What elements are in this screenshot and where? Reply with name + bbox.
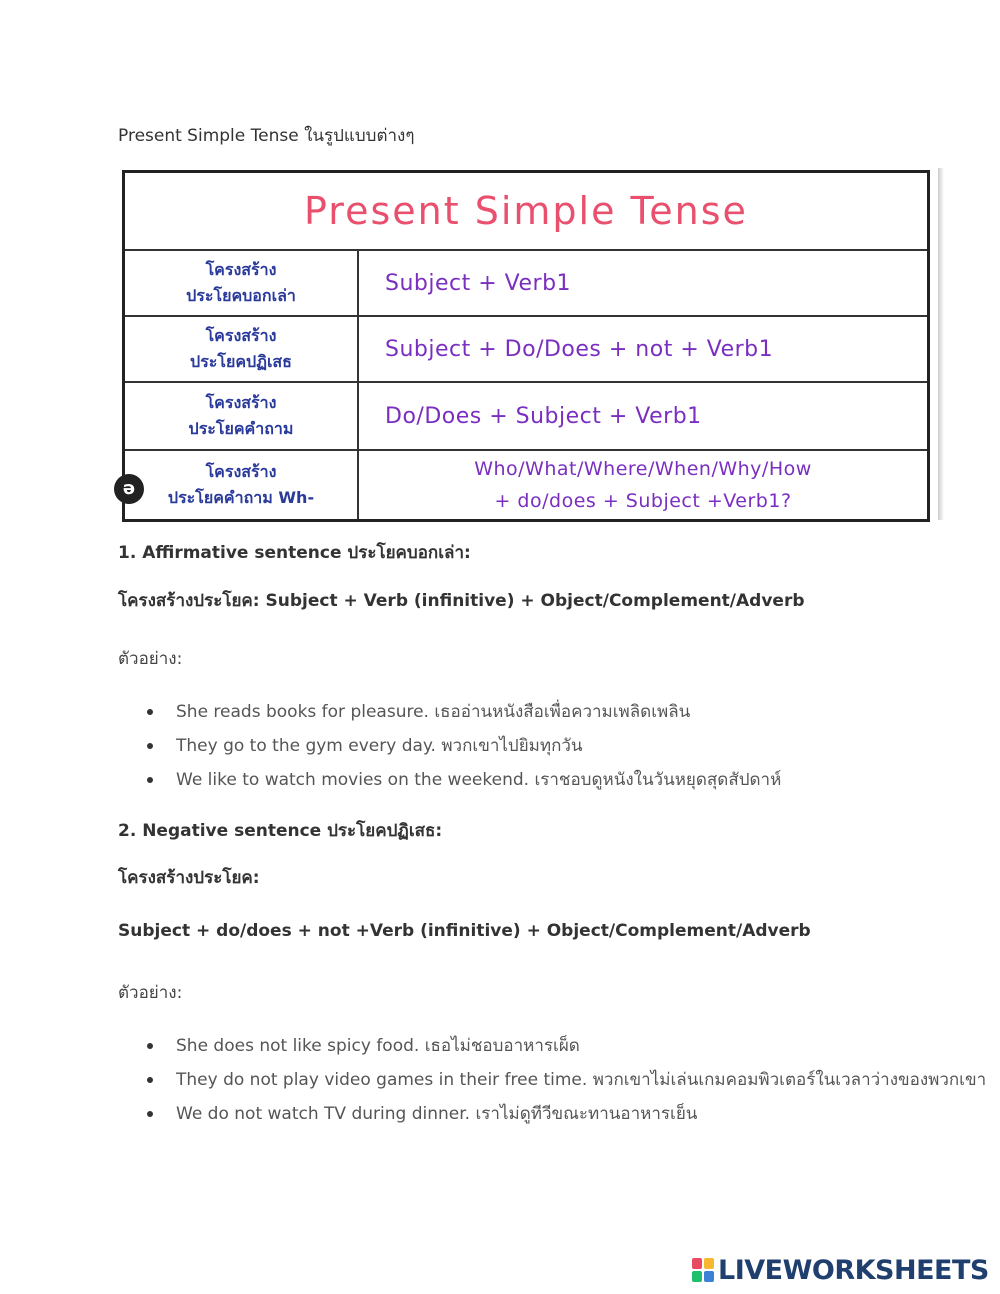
formula-question: Do/Does + Subject + Verb1 (358, 382, 929, 450)
section2-example-list (118, 1029, 986, 1131)
example-text: We do not watch TV during dinner. เราไม่ดูทีวีขณะทานอาหารเย็น (176, 1104, 698, 1124)
section1-example-list (118, 695, 781, 797)
label-line: โครงสร้าง (205, 326, 277, 345)
table-title: Present Simple Tense (124, 172, 929, 251)
logo-square (692, 1258, 702, 1269)
tense-table-image (118, 168, 938, 520)
label-line: ประโยคปฏิเสธ (190, 352, 292, 371)
example-text: They do not play video games in their free time. พวกเขาไม่เล่นเกมคอมพิวเตอร์ในเวลาว่างของพวกเขา (176, 1070, 987, 1090)
bullet-icon (147, 709, 153, 715)
intro-text: Present Simple Tense ในรูปแบบต่างๆ (118, 126, 415, 146)
edge-mark-icon: ə (114, 474, 144, 504)
section1-heading: 1. Affirmative sentence ประโยคบอกเล่า: (118, 543, 471, 563)
list-item (118, 1063, 986, 1097)
section1-example-label: ตัวอย่าง: (118, 649, 183, 669)
formula-line: + do/does + Subject +Verb1? (494, 489, 792, 512)
label-line: โครงสร้าง (205, 461, 277, 481)
bullet-icon (147, 1111, 153, 1117)
list-item (118, 763, 781, 797)
label-line: ประโยคคำถาม Wh- (167, 487, 315, 507)
list-item (118, 729, 781, 763)
section1-structure: โครงสร้างประโยค: Subject + Verb (infinitive) + Object/Complement/Adverb (118, 591, 805, 611)
logo-mark-icon (692, 1258, 714, 1282)
list-item (118, 1097, 986, 1131)
formula-affirmative: Subject + Verb1 (358, 250, 929, 316)
row-label-affirmative (124, 250, 359, 316)
formula-line: Who/What/Where/When/Why/How (474, 457, 812, 480)
example-text: She does not like spicy food. เธอไม่ชอบอาหารเผ็ด (176, 1036, 580, 1056)
liveworksheets-logo[interactable] (692, 1254, 989, 1286)
section2-example-label: ตัวอย่าง: (118, 983, 183, 1003)
bullet-icon (147, 1043, 153, 1049)
bullet-icon (147, 777, 153, 783)
section2-structure-label: โครงสร้างประโยค: (118, 868, 260, 888)
bullet-icon (147, 1077, 153, 1083)
label-line: ประโยคบอกเล่า (186, 286, 296, 305)
label-line: โครงสร้าง (205, 260, 277, 279)
label-line: โครงสร้าง (205, 393, 277, 412)
row-label-wh-question (124, 450, 359, 520)
example-text: We like to watch movies on the weekend. เราชอบดูหนังในวันหยุดสุดสัปดาห์ (176, 770, 782, 790)
image-edge-shadow (938, 168, 944, 520)
bullet-icon (147, 743, 153, 749)
row-label-negative (124, 316, 359, 382)
formula-wh-question (358, 450, 929, 520)
list-item (118, 695, 781, 729)
label-line: ประโยคคำถาม (188, 419, 294, 438)
example-text: They go to the gym every day. พวกเขาไปยิมทุกวัน (176, 736, 583, 756)
section2-heading: 2. Negative sentence ประโยคปฏิเสธ: (118, 821, 443, 841)
list-item (118, 1029, 986, 1063)
example-text: She reads books for pleasure. เธออ่านหนังสือเพื่อความเพลิดเพลิน (176, 702, 691, 722)
section2-structure: Subject + do/does + not +Verb (infinitive) + Object/Complement/Adverb (118, 921, 811, 941)
logo-square (692, 1271, 702, 1282)
logo-square (704, 1258, 714, 1269)
logo-square (704, 1271, 714, 1282)
row-label-question (124, 382, 359, 450)
logo-text: LIVEWORKSHEETS (718, 1254, 989, 1286)
formula-negative: Subject + Do/Does + not + Verb1 (358, 316, 929, 382)
tense-table (122, 170, 930, 522)
